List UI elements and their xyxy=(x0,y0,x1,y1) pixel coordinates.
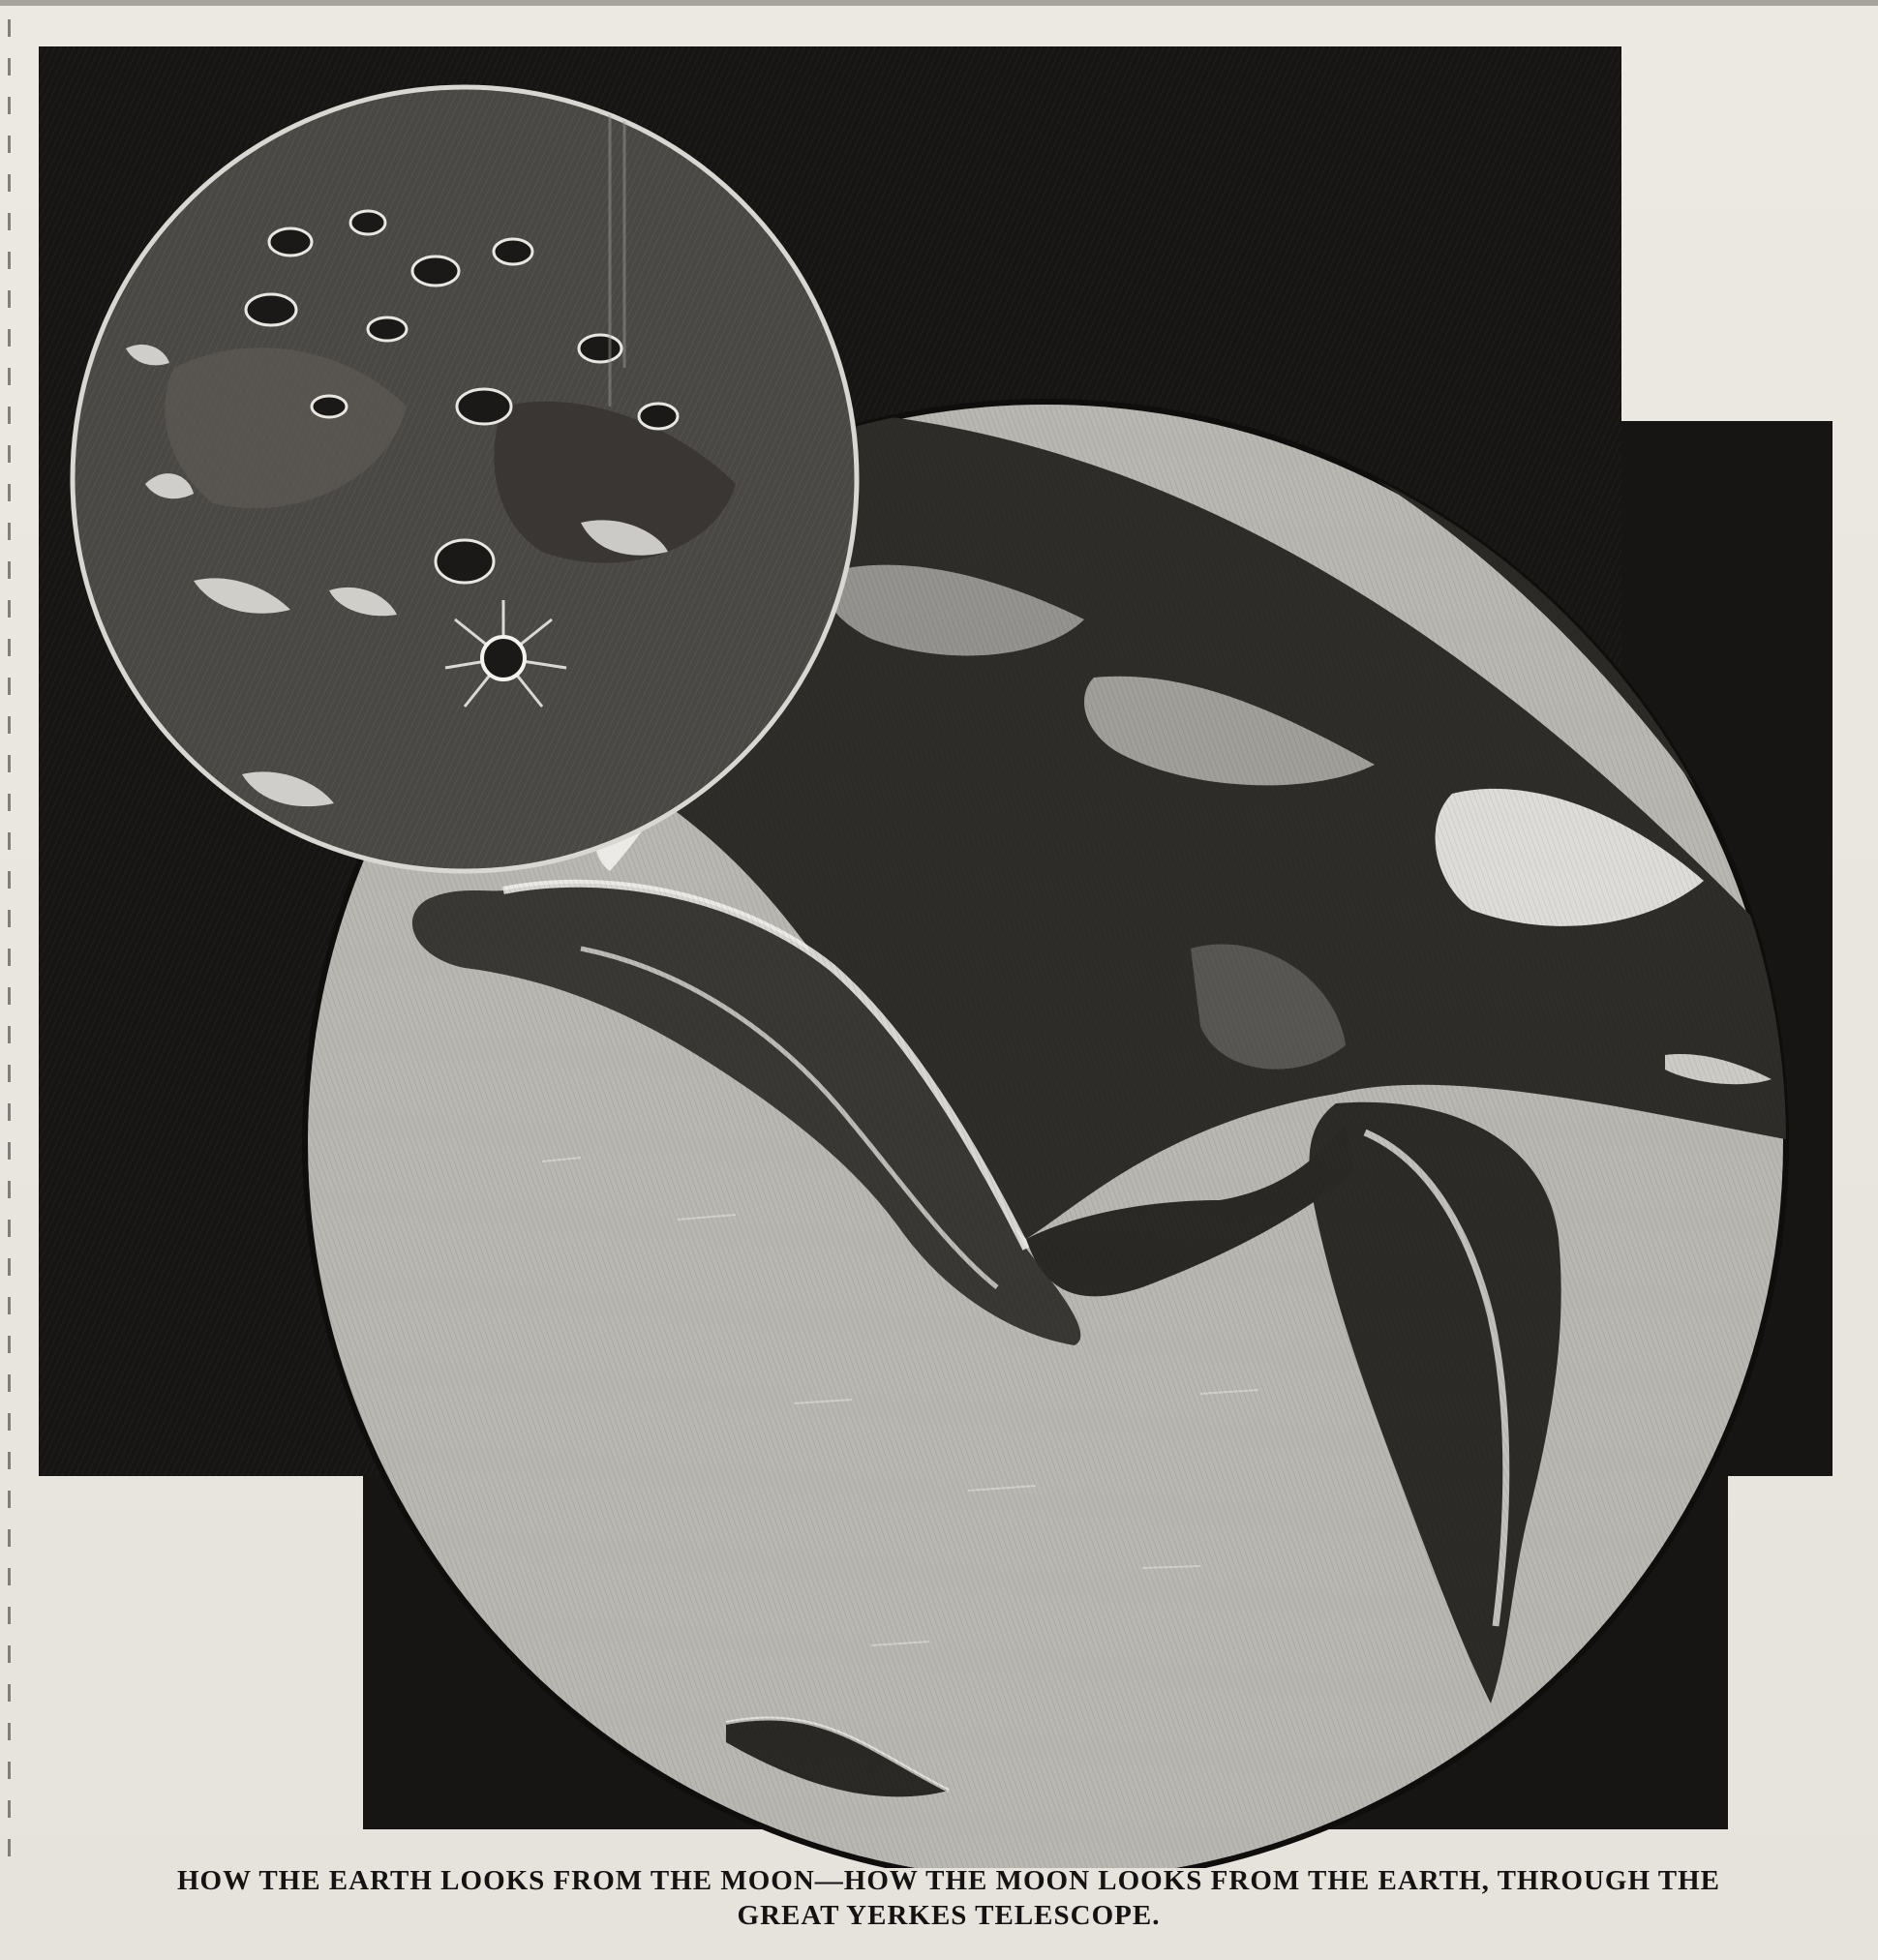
caption-line-2: GREAT YERKES TELESCOPE. xyxy=(737,1900,1161,1931)
moon xyxy=(73,87,857,871)
caption-line-1: HOW THE EARTH LOOKS FROM THE MOON—HOW THE MOON LOOKS FROM THE EARTH, THROUGH THE xyxy=(177,1865,1720,1896)
caption xyxy=(39,1863,1859,1933)
